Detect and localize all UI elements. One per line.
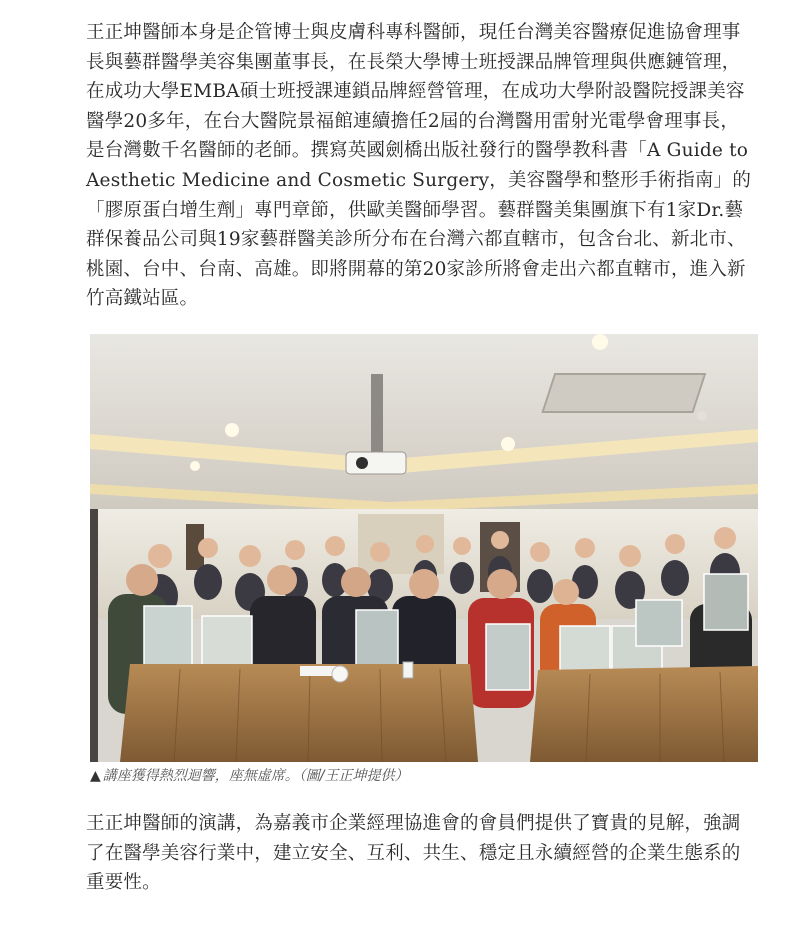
- lecture-group-photo: [90, 334, 758, 762]
- article-paragraph-intro: 王正坤醫師本身是企管博士與皮膚科專科醫師，現任台灣美容醫療促進協會理事長與藝群醫學美容集團董事長，在長榮大學博士班授課品牌管理與供應鏈管理，在成功大學EMBA碩士班授課連鎖品牌經營管理，在成功大學附設醫院授課美容醫學20多年，在台大醫院景福館連續擔任2屆的台灣醫用雷射光電學會理事長，是台灣數千名醫師的老師。撰寫英國劍橋出版社發行的醫學教科書「A Guide to Aesthetic Medicine and Cosmetic Surgery，美容醫學和整形手術指南」的「膠原蛋白增生劑」專門章節，供歐美醫師學習。藝群醫美集團旗下有1家Dr.藝群保養品公司與19家藝群醫美診所分布在台灣六都直轄市，包含台北、新北市、桃園、台中、台南、高雄。即將開幕的第20家診所將會走出六都直轄市，進入新竹高鐵站區。: [86, 22, 752, 310]
- caption-text: 講座獲得熱烈迴響，座無虛席。（圖/王正坤提供）: [102, 768, 409, 784]
- caption-marker: ▲: [90, 768, 101, 784]
- article-paragraph-lecture: 王正坤醫師的演講，為嘉義市企業經理協進會的會員們提供了寶貴的見解，強調了在醫學美容行業中，建立安全、互利、共生、穩定且永續經營的企業生態系的重要性。: [86, 813, 741, 894]
- photo-caption: [90, 766, 758, 786]
